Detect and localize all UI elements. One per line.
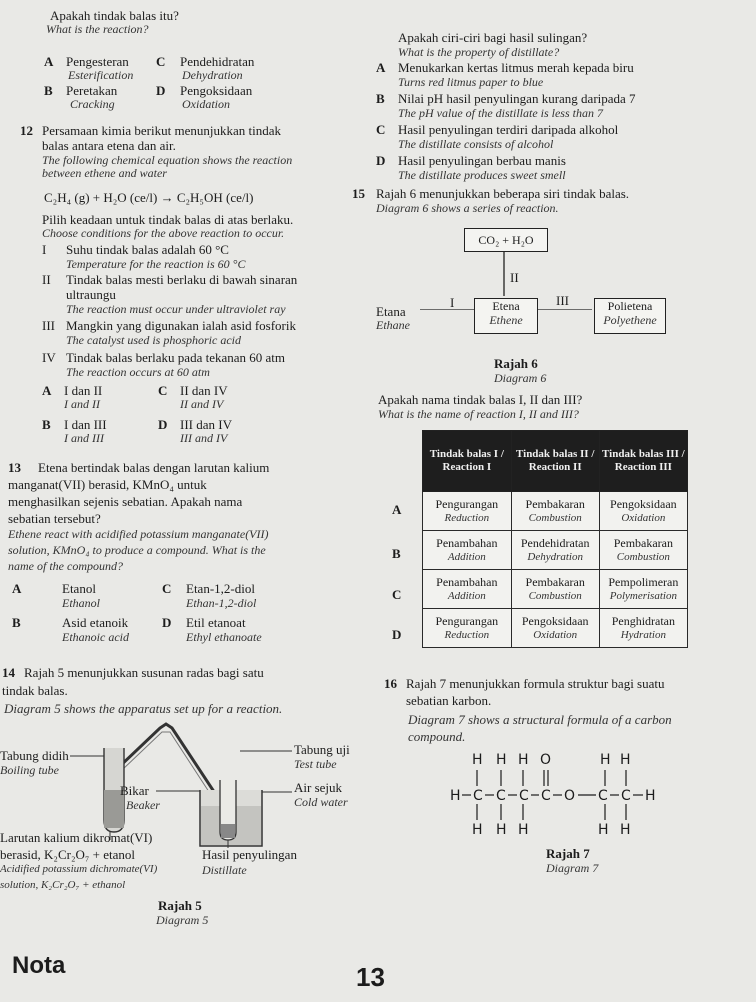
q14c-option-a-letter: A [376, 60, 386, 75]
q13-text-4: sebatian tersebut? [8, 511, 101, 526]
box-ethene [474, 298, 538, 334]
q12-text-en-2: between ethene and water [42, 166, 167, 180]
q12-number: 12 [20, 123, 33, 138]
q11-option-c-en: Dehydration [182, 68, 243, 82]
q11-option-d-letter: D [156, 83, 166, 98]
cell-en: Reduction [444, 628, 490, 641]
q13-option-d: Etil etanoat [186, 615, 246, 630]
cell-en: Oxidation [621, 511, 666, 524]
q13-text-3: menghasilkan sejenis sebatian. Apakah nama [8, 494, 243, 509]
atom-h: H [600, 752, 611, 768]
table-cell [511, 609, 599, 648]
table-cell [423, 609, 512, 648]
q13-text-2: manganat(VII) berasid, KMnO₄ untuk [8, 477, 207, 492]
q14c-title: Apakah ciri-ciri bagi hasil sulingan? [398, 30, 588, 45]
q13-text-en-3: name of the compound? [8, 559, 123, 573]
q12-cond-1-en: Temperature for the reaction is 60 °C [66, 257, 246, 271]
arrow-ii-label: II [510, 270, 519, 285]
q12-cond-2-num: II [42, 272, 51, 287]
diagram-5-caption: Rajah 5 [158, 898, 202, 913]
q13-option-a: Etanol [62, 581, 96, 596]
q11-title-en: What is the reaction? [46, 22, 149, 36]
label-distillate: Hasil penyulingan [202, 847, 297, 862]
table-header-1: Tindak balas I / Reaction I [423, 431, 512, 492]
label-boiling-tube-en: Boiling tube [0, 763, 59, 777]
cell-ms: Pembakaran [525, 497, 585, 512]
cell-ms: Pembakaran [525, 575, 585, 590]
q14c-option-d: Hasil penyulingan berbau manis [398, 153, 566, 168]
q11-option-b: Peretakan [66, 83, 118, 98]
q12-cond-2: Tindak balas mesti berlaku di bawah sinaran [66, 272, 298, 287]
cell-en: Combustion [616, 550, 670, 563]
q16-text-en-2: compound. [408, 729, 466, 744]
q13-option-b-en: Ethanoic acid [62, 630, 129, 644]
label-mixture-1: Larutan kalium dikromat(VI) [0, 830, 153, 845]
q11-option-a-letter: A [44, 54, 54, 69]
q14c-option-c-letter: C [376, 122, 386, 137]
table-option-a: A [392, 502, 402, 517]
table-cell [423, 492, 512, 531]
q15-question: Apakah nama tindak balas I, II dan III? [378, 392, 583, 407]
label-distillate-en: Distillate [202, 863, 247, 877]
label-mixture-2: berasid, K₂Cr₂O₇ + etanol [0, 847, 136, 862]
q13-option-d-en: Ethyl ethanoate [186, 630, 262, 644]
q12-option-a-letter: A [42, 383, 52, 398]
cell-en: Oxidation [533, 628, 578, 641]
table-header-2: Tindak balas II / Reaction II [511, 431, 599, 492]
q12-option-c-letter: C [158, 383, 168, 398]
q12-cond-4-num: IV [42, 350, 56, 365]
q14c-option-d-en: The distillate produces sweet smell [398, 168, 566, 182]
atom-c: C [621, 788, 631, 804]
cell-ms: Pembakaran [613, 536, 673, 551]
table-cell [423, 570, 512, 609]
q13-option-b: Asid etanoik [62, 615, 129, 630]
q15-question-en: What is the name of reaction I, II and III? [378, 407, 579, 421]
q12-option-b-letter: B [42, 417, 51, 432]
q11-option-d: Pengoksidaan [180, 83, 253, 98]
table-header-row [423, 431, 688, 492]
atom-h: H [496, 822, 507, 838]
q16-text-en-1: Diagram 7 shows a structural formula of a carbon [408, 712, 672, 727]
structural-formula [440, 748, 670, 838]
q13-option-a-letter: A [12, 581, 22, 596]
q12-cond-1: Suhu tindak balas adalah 60 °C [66, 242, 229, 257]
cell-ms: Pendehidratan [520, 536, 590, 551]
q12-option-a: I dan II [64, 383, 103, 398]
table-option-b: B [392, 546, 401, 561]
cell-en: Dehydration [527, 550, 583, 563]
atom-c: C [519, 788, 529, 804]
table-cell [511, 531, 599, 570]
box-ethene-text: Etena [492, 299, 520, 313]
cell-ms: Pengurangan [435, 497, 499, 512]
q12-text-1: Persamaan kimia berikut menunjukkan tindak [42, 123, 281, 138]
diagram-7-caption: Rajah 7 [546, 846, 590, 861]
q16-text-2: sebatian karbon. [406, 693, 492, 708]
cell-ms: Pengurangan [435, 614, 499, 629]
q12-option-c: II dan IV [180, 383, 228, 398]
label-test-tube-en: Test tube [294, 757, 337, 771]
q14-text-2: tindak balas. [2, 683, 68, 698]
table-row-c [423, 570, 688, 609]
cell-en: Reduction [444, 511, 490, 524]
atom-h: H [598, 822, 609, 838]
q14c-title-en: What is the property of distillate? [398, 45, 560, 59]
table-cell [599, 492, 687, 531]
q14-text-1: Rajah 5 menunjukkan susunan radas bagi satu [24, 665, 264, 680]
q11-option-b-en: Cracking [70, 97, 115, 111]
atom-c: C [541, 788, 551, 804]
q14-text-en: Diagram 5 shows the apparatus set up for a reaction. [4, 701, 283, 716]
atom-o: O [564, 788, 576, 804]
ethane-label-en: Ethane [376, 318, 410, 332]
q12-cond-2b: ultraungu [66, 287, 116, 302]
q11-option-a-en: Esterification [68, 68, 134, 82]
nota-label: Nota [12, 952, 66, 979]
table-header-3: Tindak balas III / Reaction III [599, 431, 687, 492]
q14c-option-b-letter: B [376, 91, 385, 106]
cell-ms: Penambahan [436, 536, 498, 551]
q15-text: Rajah 6 menunjukkan beberapa siri tindak balas. [376, 186, 630, 201]
q11-option-b-letter: B [44, 83, 53, 98]
table-cell [511, 492, 599, 531]
cell-en: Combustion [528, 511, 582, 524]
atom-h: H [645, 788, 656, 804]
table-option-d: D [392, 627, 402, 642]
q14c-option-b: Nilai pH hasil penyulingan kurang daripada 7 [398, 91, 636, 106]
box-co2-h2o [464, 228, 548, 252]
atom-h: H [518, 822, 529, 838]
atom-c: C [473, 788, 483, 804]
q13-text-en-1: Ethene react with acidified potassium manganate(VII) [8, 527, 269, 541]
q14c-option-b-en: The pH value of the distillate is less than 7 [398, 106, 603, 120]
cell-en: Addition [447, 550, 486, 563]
q11-option-a: Pengesteran [66, 54, 129, 69]
q14-number: 14 [2, 665, 15, 680]
q13-option-a-en: Ethanol [62, 596, 100, 610]
table-cell [599, 531, 687, 570]
diagram-6-caption: Rajah 6 [494, 356, 538, 371]
cell-en: Addition [447, 589, 486, 602]
q12-option-a-en: I and II [64, 397, 100, 411]
atom-c: C [598, 788, 608, 804]
label-beaker-en: Beaker [126, 798, 160, 812]
atom-h: H [450, 788, 461, 804]
label-test-tube: Tabung uji [294, 742, 350, 757]
cell-ms: Penambahan [436, 575, 498, 590]
q14c-option-a: Menukarkan kertas litmus merah kepada biru [398, 60, 634, 75]
q11-option-d-en: Oxidation [182, 97, 230, 111]
cell-en: Hydration [620, 628, 666, 641]
atom-c: C [496, 788, 506, 804]
atom-h: H [518, 752, 529, 768]
q12-option-d-en: III and IV [180, 431, 228, 445]
cell-en: Combustion [528, 589, 582, 602]
atom-o: O [540, 752, 552, 768]
box-polyethene [594, 298, 666, 334]
q12-option-b-en: I and III [64, 431, 104, 445]
table-row-d [423, 609, 688, 648]
q12-cond-3-num: III [42, 318, 55, 333]
label-boiling-tube: Tabung didih [0, 748, 69, 763]
q14c-option-c: Hasil penyulingan terdiri daripada alkohol [398, 122, 619, 137]
q12-cond-3: Mangkin yang digunakan ialah asid fosforik [66, 318, 296, 333]
q12-cond-3-en: The catalyst used is phosphoric acid [66, 333, 241, 347]
cell-en: Polymerisation [609, 589, 677, 602]
arrow-i-label: I [450, 295, 455, 310]
q13-option-c-letter: C [162, 581, 172, 596]
q12-option-d: III dan IV [180, 417, 232, 432]
q13-text-1: Etena bertindak balas dengan larutan kalium [38, 460, 270, 475]
label-beaker: Bikar [120, 783, 149, 798]
q13-number: 13 [8, 460, 21, 475]
q12-prompt: Pilih keadaan untuk tindak balas di atas berlaku. [42, 212, 294, 227]
atom-h: H [620, 822, 631, 838]
table-row-a [423, 492, 688, 531]
cell-ms: Pengoksidaan [521, 614, 589, 629]
box-ethene-text-en: Ethene [489, 313, 523, 328]
formula-atoms [450, 752, 656, 838]
q11-option-c: Pendehidratan [180, 54, 255, 69]
formula-bonds [462, 770, 643, 820]
atom-h: H [472, 822, 483, 838]
q13-option-c-en: Ethan-1,2-diol [186, 596, 257, 610]
q12-option-d-letter: D [158, 417, 168, 432]
label-cold-water: Air sejuk [294, 780, 343, 795]
q11-option-c-letter: C [156, 54, 166, 69]
table-cell [511, 570, 599, 609]
cell-ms: Pengoksidaan [610, 497, 677, 512]
q12-cond-1-num: I [42, 242, 47, 257]
arrow-iii-label: III [556, 293, 569, 308]
q13-option-b-letter: B [12, 615, 21, 630]
reaction-table [422, 430, 688, 648]
cell-ms: Penghidratan [611, 614, 676, 629]
diagram-5-caption-en: Diagram 5 [156, 913, 209, 927]
box-co2-h2o-text: CO₂ + H₂O [478, 233, 534, 247]
q14c-option-d-letter: D [376, 153, 386, 168]
atom-h: H [620, 752, 631, 768]
atom-h: H [496, 752, 507, 768]
diagram-7-caption-en: Diagram 7 [546, 861, 599, 875]
q16-text-1: Rajah 7 menunjukkan formula struktur bagi suatu [406, 676, 665, 691]
q11-title: Apakah tindak balas itu? [50, 8, 179, 23]
label-mixture-en-2: solution, K₂Cr₂O₇ + ethanol [0, 879, 126, 891]
page-number: 13 [356, 962, 385, 992]
table-row-b [423, 531, 688, 570]
q12-cond-4: Tindak balas berlaku pada tekanan 60 atm [66, 350, 286, 365]
diagram-6-caption-en: Diagram 6 [494, 371, 547, 385]
box-polyethene-text: Polietena [607, 299, 653, 313]
q12-option-c-en: II and IV [180, 397, 224, 411]
q12-text-2: balas antara etena dan air. [42, 138, 176, 153]
q13-option-c: Etan-1,2-diol [186, 581, 255, 596]
table-cell [423, 531, 512, 570]
cell-ms: Pempolimeran [608, 575, 679, 590]
q12-prompt-en: Choose conditions for the above reaction to occur. [42, 226, 285, 240]
q13-text-en-2: solution, KMnO₄ to produce a compound. What is the [8, 543, 266, 557]
box-polyethene-text-en: Polyethene [603, 313, 657, 328]
table-option-c: C [392, 587, 402, 602]
atom-h: H [472, 752, 483, 768]
q15-text-en: Diagram 6 shows a series of reaction. [376, 201, 559, 215]
q12-cond-4-en: The reaction occurs at 60 atm [66, 365, 210, 379]
label-cold-water-en: Cold water [294, 795, 348, 809]
q16-number: 16 [384, 676, 397, 691]
q14c-option-c-en: The distillate consists of alcohol [398, 137, 554, 151]
q12-text-en-1: The following chemical equation shows the reaction [42, 153, 293, 167]
q12-equation: C₂H₄ (g) + H₂O (ce/l) → C₂H₅OH (ce/l) [44, 190, 254, 205]
q15-number: 15 [352, 186, 365, 201]
q14c-option-a-en: Turns red litmus paper to blue [398, 75, 544, 89]
ethane-label: Etana [376, 304, 406, 319]
q13-option-d-letter: D [162, 615, 172, 630]
q12-cond-2-en: The reaction must occur under ultraviolet ray [66, 302, 286, 316]
table-cell [599, 570, 687, 609]
table-cell [599, 609, 687, 648]
label-mixture-en-1: Acidified potassium dichromate(VI) [0, 863, 158, 875]
distillate-liquid [221, 824, 235, 838]
q12-option-b: I dan III [64, 417, 107, 432]
